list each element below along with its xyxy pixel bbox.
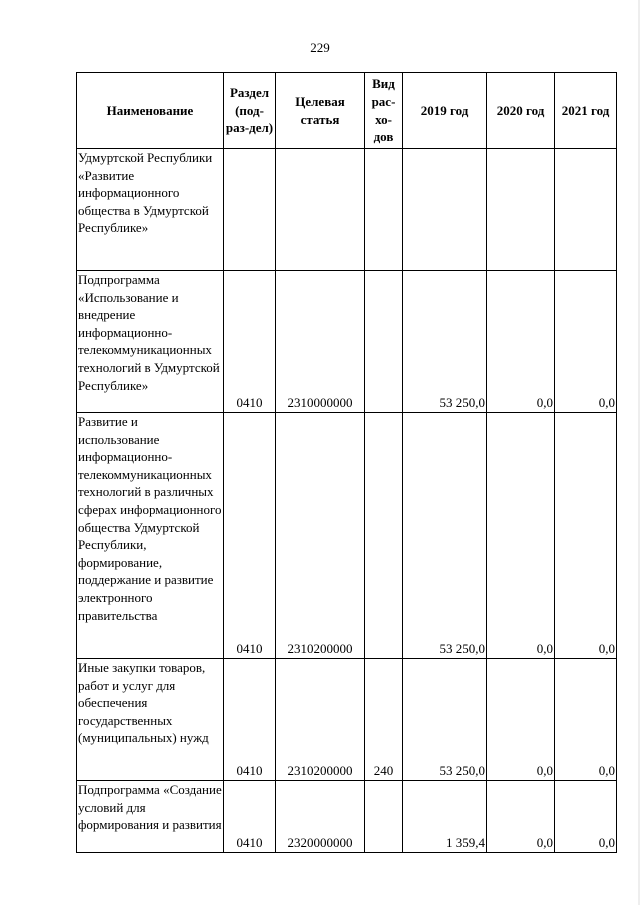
row-2019: 53 250,0 — [403, 659, 487, 781]
row-expense-type — [365, 149, 403, 271]
table-row — [77, 781, 617, 853]
header-section: Раздел (под-раз-дел) — [224, 73, 276, 149]
table-header-row — [77, 73, 617, 149]
row-2020: 0,0 — [487, 271, 555, 413]
row-2020: 0,0 — [487, 781, 555, 853]
row-target: 2310000000 — [276, 271, 365, 413]
table-row — [77, 413, 617, 659]
row-target: 2310200000 — [276, 659, 365, 781]
row-name: Иные закупки товаров, работ и услуг для обеспечения государственных (муниципальных) нужд — [77, 659, 224, 781]
row-2019 — [403, 149, 487, 271]
row-name: Удмуртской Республики «Развитие информационного общества в Удмуртской Республике» — [77, 149, 224, 271]
row-2019: 53 250,0 — [403, 413, 487, 659]
row-name: Подпрограмма «Использование и внедрение информационно-телекоммуникационных технологий в Удмуртской Республике» — [77, 271, 224, 413]
row-2020: 0,0 — [487, 413, 555, 659]
row-section: 0410 — [224, 271, 276, 413]
row-expense-type: 240 — [365, 659, 403, 781]
row-expense-type — [365, 271, 403, 413]
row-target: 2320000000 — [276, 781, 365, 853]
row-name: Развитие и использование информационно-телекоммуникационных технологий в различных сферах информационного общества Удмуртской Республики, формирование, поддержание и развитие электронного правительства — [77, 413, 224, 659]
header-2019: 2019 год — [403, 73, 487, 149]
table-row — [77, 149, 617, 271]
row-section — [224, 149, 276, 271]
row-target: 2310200000 — [276, 413, 365, 659]
header-expense-type: Вид рас-хо-дов — [365, 73, 403, 149]
row-2020: 0,0 — [487, 659, 555, 781]
header-2020: 2020 год — [487, 73, 555, 149]
row-section: 0410 — [224, 781, 276, 853]
page-number: 229 — [310, 40, 330, 55]
row-expense-type — [365, 781, 403, 853]
header-name: Наименование — [77, 73, 224, 149]
table-row — [77, 271, 617, 413]
row-2021: 0,0 — [555, 781, 617, 853]
row-expense-type — [365, 413, 403, 659]
budget-table — [76, 72, 617, 853]
row-target — [276, 149, 365, 271]
header-2021: 2021 год — [555, 73, 617, 149]
row-2021: 0,0 — [555, 413, 617, 659]
header-target: Целевая статья — [276, 73, 365, 149]
row-section: 0410 — [224, 413, 276, 659]
row-2021 — [555, 149, 617, 271]
row-section: 0410 — [224, 659, 276, 781]
row-2019: 1 359,4 — [403, 781, 487, 853]
row-2019: 53 250,0 — [403, 271, 487, 413]
row-name: Подпрограмма «Создание условий для формирования и развития — [77, 781, 224, 853]
table-row — [77, 659, 617, 781]
row-2021: 0,0 — [555, 271, 617, 413]
row-2021: 0,0 — [555, 659, 617, 781]
row-2020 — [487, 149, 555, 271]
